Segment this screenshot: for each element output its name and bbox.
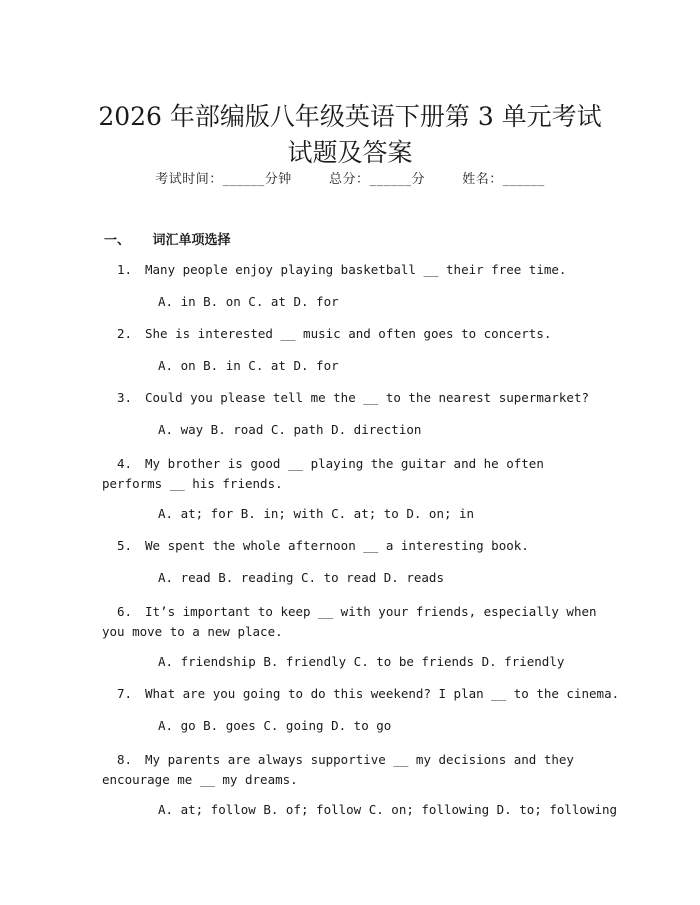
question-8 [102,750,602,790]
options-1: A. in B. on C. at D. for [158,294,339,309]
question-number: 1. [116,262,132,277]
title-line-2: 试题及答案 [287,137,413,167]
options-8: A. at; follow B. of; follow C. on; following D. to; following [158,802,618,817]
question-text: She is interested __ music and often goes to concerts. [145,326,552,341]
options-6: A. friendship B. friendly C. to be friends D. friendly [158,654,565,669]
exam-time: 考试时间：______分钟 [155,172,292,187]
question-number: 7. [116,686,132,701]
question-number: 8. [116,752,132,767]
section-heading [104,229,231,248]
question-text: Many people enjoy playing basketball __ their free time. [145,262,567,277]
exam-name: 姓名：______ [462,172,545,187]
options-3: A. way B. road C. path D. direction [158,422,422,437]
question-text: My parents are always supportive __ my decisions and they encourage me __ my dreams. [102,752,574,787]
question-text: My brother is good __ playing the guitar and he often performs __ his friends. [102,456,544,491]
question-1 [102,262,602,277]
question-text: Could you please tell me the __ to the nearest supermarket? [145,390,590,405]
question-text: We spent the whole afternoon __ a interesting book. [145,538,529,553]
question-number: 4. [116,456,132,471]
options-2: A. on B. in C. at D. for [158,358,339,373]
options-7: A. go B. goes C. going D. to go [158,718,392,733]
question-2 [102,326,602,341]
title-line-1: 2026 年部编版八年级英语下册第 3 单元考试 [98,101,602,131]
question-number: 5. [116,538,132,553]
options-5: A. read B. reading C. to read D. reads [158,570,444,585]
section-label: 词汇单项选择 [152,233,231,248]
section-number: 一、 [104,233,131,248]
question-text: What are you going to do this weekend? I plan __ to the cinema. [145,686,620,701]
question-number: 3. [116,390,132,405]
question-7 [102,686,620,701]
question-number: 2. [116,326,132,341]
question-5 [102,538,602,553]
options-4: A. at; for B. in; with C. at; to D. on; in [158,506,475,521]
question-6 [102,602,602,642]
question-3 [102,390,602,405]
exam-score: 总分：______分 [328,172,425,187]
page-title [0,99,700,171]
question-4 [102,454,602,494]
exam-meta [0,168,700,187]
question-number: 6. [116,604,132,619]
question-text: It’s important to keep __ with your friends, especially when you move to a new place. [102,604,597,639]
